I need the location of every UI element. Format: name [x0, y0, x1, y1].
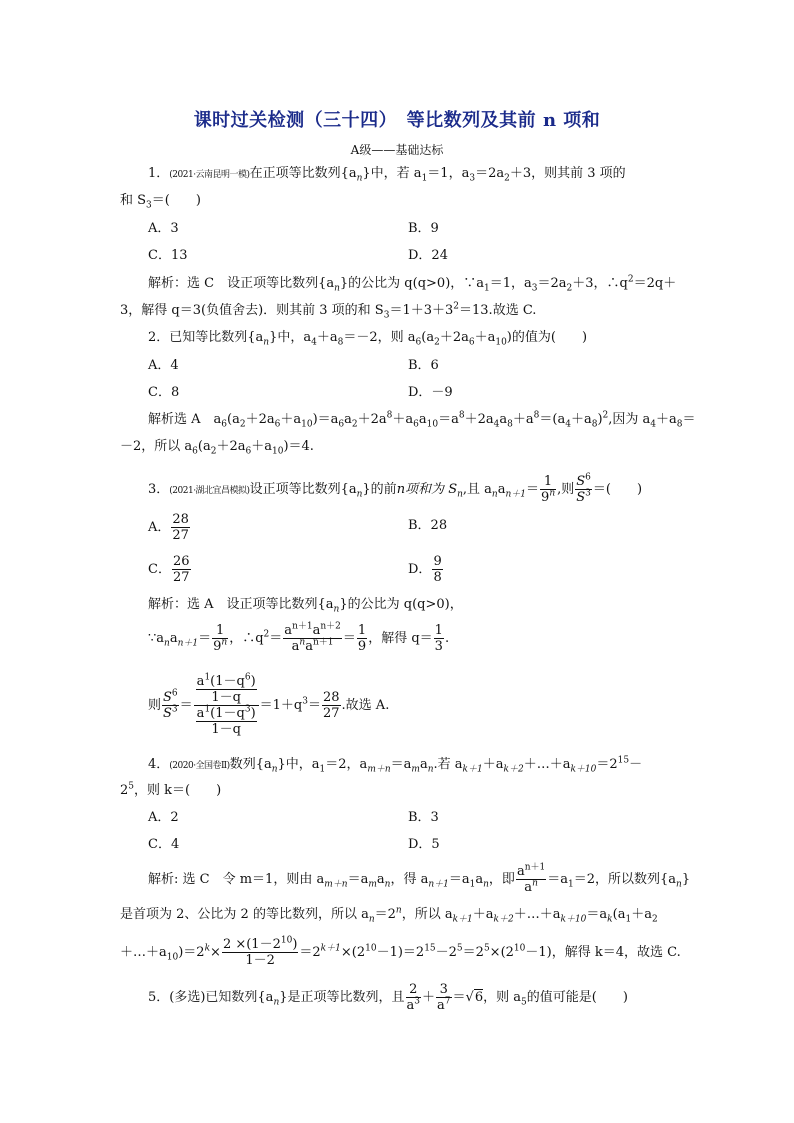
q3-option-b: B．28 — [408, 518, 448, 533]
q4-option-a: A．2 — [148, 810, 179, 825]
q2-solution-cont: －2，所以 $a_6(a_2+2a_6+a_{10})=4$. — [120, 439, 314, 457]
q2-option-a: A．4 — [148, 358, 179, 373]
q4-option-d: D．5 — [408, 837, 440, 852]
question-2-stem: 2．已知等比数列$\{a_n\}$中，$a_4+a_8=-2$，则 $a_6(a_2+2a_6+a_{10})$的值为( ) — [148, 330, 588, 348]
q1-option-b: B．9 — [408, 221, 439, 236]
question-4-stem-cont: $2^5$，则 k＝( ) — [120, 781, 222, 798]
q4-solution: 解析: 选 C 令 m＝1，则由 $a_{m+n}=a_ma_n$，得 $a_{n+1}=a_1a_n$，即 $\frac{a^{n+1}}{a^n}$ $=a_1=2$，所以数列$\{a_n\}$ — [148, 862, 691, 895]
question-5-stem: 5．(多选)已知数列$\{a_n\}$是正项等比数列，且 $\frac{2}{a^3}$ ＋ $\frac{3}{a^7}$ ＝√6，则 $a_5$的值可能是( ) — [148, 982, 628, 1013]
q3-option-c: C． $\frac{26}{27}$ — [148, 554, 190, 585]
q1-option-d: D．24 — [408, 248, 448, 263]
q1-solution: 解析：选 C 设正项等比数列$\{a_n\}$的公比为 q(q>0)，$\because a_1=1$，$a_3=2a_2+3$，$\therefore q^2=2q+$ — [148, 274, 677, 294]
q3-option-a: A． $\frac{28}{27}$ — [148, 512, 189, 543]
q4-solution-cont: 是首项为 2、公比为 2 的等比数列，所以 $a_n=2^n$，所以 $a_{k+1}+a_{k+2}+\dots+a_{k+10}=a_k(a_1+a_2$ — [120, 905, 658, 925]
q3-solution-step3: 则 $\frac{S^6}{S^3}$ ＝ $\frac{\frac{a^1(1-q^6)}{1-q}}{\frac{a^1(1-q^3)}{1-q}}$ $=1+q^3=$ $\frac{28}{27}$ .故选 A. — [148, 672, 390, 737]
q3-ratio: $\frac{S^6}{S^3}$ — [576, 472, 591, 505]
page-title: 课时过关检测（三十四） 等比数列及其前 n 项和 — [193, 110, 601, 131]
q2-solution: 解析选 A $a_6(a_2+2a_6+a_{10})=a_6a_2+2a^8+a_6a_{10}=a^8+2a_4a_8+a^8=(a_4+a_8)^2$,因为 $a_4+a_8=$ — [148, 410, 696, 430]
q4-option-c: C．4 — [148, 837, 180, 852]
q2-option-c: C．8 — [148, 385, 180, 400]
question-3-stem: 3．(2021·湖北宜昌模拟)设正项等比数列$\{a_n\}$的前n项和为 $S_n$,且 $a_na_{n+1}=$ $\frac{1}{9^n}$ ,则 $\frac{S^6}{S^3}$ ＝( ) — [148, 472, 643, 505]
question-4-stem: 4．(2020·全国卷Ⅱ)数列$\{a_n\}$中，$a_1=2$，$a_{m+n}=a_ma_n$.若 $a_{k+1}+a_{k+2}+\dots+a_{k+10}=2^{15}-$ — [148, 755, 643, 775]
q3-solution-step2: $\because a_na_{n+1}=$ $\frac{1}{9^n}$ ，$\therefore q^2=$ $\frac{a^{n+1}a^{n+2}}{a^na^{n+1}}$ ＝ $\frac{1}{9}$ ，解得 q＝ $\frac{1}{3}$ . — [148, 621, 450, 654]
q1-option-a: A．3 — [148, 221, 179, 236]
q3-solution: 解析：选 A 设正项等比数列$\{a_n\}$的公比为 q(q>0)， — [148, 597, 463, 615]
q3-compound-fraction: $\frac{\frac{a^1(1-q^6)}{1-q}}{\frac{a^1(1-q^3)}{1-q}}$ — [194, 674, 259, 737]
question-1-stem-cont: 和 $S_3=$( ) — [120, 193, 201, 211]
q4-solution-cont-2: $+\dots+a_{10})=2^k\times$ $\frac{2 \times(1-2^{10})}{1-2}$ $=2^{k+1}\times(2^{10}-1)=2^{15}-2^5=2^5\times(2^{10}-1)$，解得 k＝4，故选 C. — [120, 935, 681, 968]
q2-option-d: D．－9 — [408, 385, 453, 400]
section-subtitle: A级——基础达标 — [350, 143, 444, 157]
q1-solution-cont: 3，解得 q＝3(负值舍去)．则其前 3 项的和 $S_3=1+3+3^2=13$.故选 C. — [120, 301, 537, 321]
q1-option-c: C．13 — [148, 248, 188, 263]
q2-option-b: B．6 — [408, 358, 439, 373]
q3-fraction: $\frac{1}{9^n}$ — [541, 474, 556, 505]
question-1-stem: 1．(2021·云南昆明一模)在正项等比数列$\{a_n\}$中，若 $a_1=1$，$a_3=2a_2+3$，则其前 3 项的 — [148, 166, 626, 184]
q3-option-d: D． $\frac{9}{8}$ — [408, 554, 442, 585]
q4-option-b: B．3 — [408, 810, 439, 825]
